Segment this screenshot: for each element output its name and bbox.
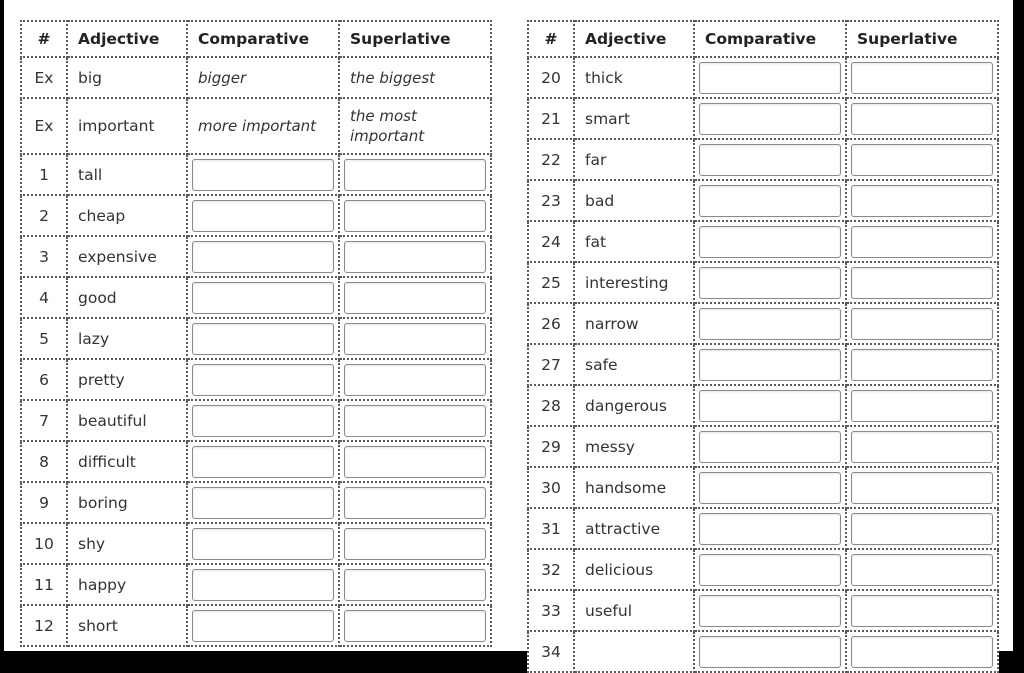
adjective-cell: beautiful xyxy=(67,400,187,441)
comparative-input[interactable] xyxy=(699,431,841,463)
worksheet xyxy=(4,0,1013,661)
exercise-row xyxy=(528,426,998,467)
superlative-input[interactable] xyxy=(344,446,486,478)
superlative-input[interactable] xyxy=(344,610,486,642)
header-comparative: Comparative xyxy=(694,21,846,57)
exercise-row xyxy=(21,605,491,646)
superlative-input[interactable] xyxy=(851,62,993,94)
superlative-input[interactable] xyxy=(851,185,993,217)
comparative-input[interactable] xyxy=(699,472,841,504)
superlative-cell xyxy=(339,441,491,482)
adjective-cell: tall xyxy=(67,154,187,195)
adjective-cell: far xyxy=(574,139,694,180)
comparative-input[interactable] xyxy=(192,528,334,560)
superlative-cell xyxy=(846,385,998,426)
adjective-cell: messy xyxy=(574,426,694,467)
row-number: 20 xyxy=(528,57,574,98)
row-number: 34 xyxy=(528,631,574,672)
exercise-row xyxy=(528,221,998,262)
row-number: 27 xyxy=(528,344,574,385)
exercise-row xyxy=(528,344,998,385)
comparative-cell xyxy=(694,344,846,385)
comparative-cell xyxy=(187,605,339,646)
superlative-cell xyxy=(339,236,491,277)
comparative-cell xyxy=(694,590,846,631)
adjective-cell: short xyxy=(67,605,187,646)
header-row xyxy=(528,21,998,57)
superlative-cell xyxy=(339,605,491,646)
exercise-row xyxy=(21,195,491,236)
superlative-cell xyxy=(339,154,491,195)
superlative-cell xyxy=(339,318,491,359)
superlative-input[interactable] xyxy=(851,554,993,586)
comparative-input[interactable] xyxy=(699,554,841,586)
superlative-cell xyxy=(339,359,491,400)
comparative-input[interactable] xyxy=(699,267,841,299)
comparative-input[interactable] xyxy=(699,185,841,217)
adjective-cell: handsome xyxy=(574,467,694,508)
superlative-input[interactable] xyxy=(344,528,486,560)
exercise-row xyxy=(528,98,998,139)
adjective-cell: big xyxy=(67,57,187,98)
exercise-row xyxy=(21,482,491,523)
example-superlative: the biggest xyxy=(339,57,491,98)
superlative-cell xyxy=(339,482,491,523)
comparative-cell xyxy=(187,359,339,400)
exercise-row xyxy=(528,57,998,98)
adjective-cell: shy xyxy=(67,523,187,564)
exercise-row xyxy=(528,631,998,672)
superlative-cell xyxy=(339,195,491,236)
adjective-cell: smart xyxy=(574,98,694,139)
adjective-cell: interesting xyxy=(574,262,694,303)
adjective-table-right xyxy=(527,20,999,673)
row-number: 29 xyxy=(528,426,574,467)
superlative-input[interactable] xyxy=(851,390,993,422)
comparative-input[interactable] xyxy=(192,323,334,355)
exercise-row xyxy=(21,154,491,195)
superlative-cell xyxy=(846,508,998,549)
exercise-row xyxy=(21,277,491,318)
comparative-cell xyxy=(187,236,339,277)
superlative-cell xyxy=(339,400,491,441)
comparative-input[interactable] xyxy=(192,159,334,191)
comparative-cell xyxy=(694,180,846,221)
adjective-cell: boring xyxy=(67,482,187,523)
comparative-cell xyxy=(187,277,339,318)
adjective-cell xyxy=(574,631,694,672)
adjective-table-left xyxy=(20,20,492,647)
exercise-row xyxy=(528,139,998,180)
comparative-input[interactable] xyxy=(192,569,334,601)
row-number: 21 xyxy=(528,98,574,139)
header-superlative: Superlative xyxy=(339,21,491,57)
comparative-cell xyxy=(187,482,339,523)
superlative-input[interactable] xyxy=(851,349,993,381)
row-number: 25 xyxy=(528,262,574,303)
adjective-cell: delicious xyxy=(574,549,694,590)
header-comparative: Comparative xyxy=(187,21,339,57)
header-number: # xyxy=(21,21,67,57)
row-number: Ex xyxy=(21,98,67,154)
exercise-row xyxy=(528,549,998,590)
comparative-input[interactable] xyxy=(699,308,841,340)
comparative-input[interactable] xyxy=(192,282,334,314)
superlative-input[interactable] xyxy=(344,200,486,232)
comparative-input[interactable] xyxy=(192,364,334,396)
superlative-cell xyxy=(846,631,998,672)
superlative-input[interactable] xyxy=(851,267,993,299)
adjective-cell: safe xyxy=(574,344,694,385)
row-number: 3 xyxy=(21,236,67,277)
comparative-cell xyxy=(694,631,846,672)
example-row xyxy=(21,98,491,154)
adjective-cell: good xyxy=(67,277,187,318)
comparative-cell xyxy=(187,400,339,441)
superlative-input[interactable] xyxy=(851,308,993,340)
adjective-cell: expensive xyxy=(67,236,187,277)
comparative-cell xyxy=(187,318,339,359)
comparative-cell xyxy=(187,195,339,236)
comparative-input[interactable] xyxy=(699,226,841,258)
adjective-cell: thick xyxy=(574,57,694,98)
superlative-input[interactable] xyxy=(851,636,993,668)
exercise-row xyxy=(21,318,491,359)
exercise-row xyxy=(528,467,998,508)
comparative-input[interactable] xyxy=(699,390,841,422)
superlative-input[interactable] xyxy=(851,431,993,463)
row-number: 6 xyxy=(21,359,67,400)
superlative-cell xyxy=(846,180,998,221)
superlative-input[interactable] xyxy=(851,226,993,258)
exercise-row xyxy=(21,359,491,400)
superlative-cell xyxy=(846,98,998,139)
comparative-cell xyxy=(694,139,846,180)
row-number: 22 xyxy=(528,139,574,180)
example-superlative: the most important xyxy=(339,98,491,154)
row-number: 28 xyxy=(528,385,574,426)
superlative-cell xyxy=(846,303,998,344)
row-number: 23 xyxy=(528,180,574,221)
adjective-cell: lazy xyxy=(67,318,187,359)
row-number: 26 xyxy=(528,303,574,344)
example-row xyxy=(21,57,491,98)
row-number: 7 xyxy=(21,400,67,441)
example-comparative: more important xyxy=(187,98,339,154)
comparative-cell xyxy=(694,57,846,98)
superlative-input[interactable] xyxy=(851,144,993,176)
comparative-cell xyxy=(187,523,339,564)
comparative-cell xyxy=(694,262,846,303)
comparative-cell xyxy=(694,221,846,262)
superlative-cell xyxy=(846,262,998,303)
superlative-input[interactable] xyxy=(851,595,993,627)
header-superlative: Superlative xyxy=(846,21,998,57)
comparative-cell xyxy=(694,303,846,344)
superlative-cell xyxy=(846,344,998,385)
row-number: Ex xyxy=(21,57,67,98)
exercise-row xyxy=(21,236,491,277)
exercise-row xyxy=(528,508,998,549)
comparative-cell xyxy=(694,98,846,139)
superlative-cell xyxy=(846,426,998,467)
superlative-input[interactable] xyxy=(344,364,486,396)
comparative-input[interactable] xyxy=(699,595,841,627)
adjective-cell: cheap xyxy=(67,195,187,236)
comparative-input[interactable] xyxy=(192,405,334,437)
comparative-input[interactable] xyxy=(699,349,841,381)
superlative-cell xyxy=(846,549,998,590)
row-number: 12 xyxy=(21,605,67,646)
comparative-input[interactable] xyxy=(699,103,841,135)
superlative-cell xyxy=(339,523,491,564)
header-row xyxy=(21,21,491,57)
comparative-cell xyxy=(187,154,339,195)
superlative-input[interactable] xyxy=(851,103,993,135)
exercise-row xyxy=(528,385,998,426)
exercise-row xyxy=(528,262,998,303)
adjective-cell: bad xyxy=(574,180,694,221)
superlative-cell xyxy=(846,57,998,98)
row-number: 4 xyxy=(21,277,67,318)
comparative-input[interactable] xyxy=(699,636,841,668)
comparative-input[interactable] xyxy=(192,610,334,642)
adjective-cell: happy xyxy=(67,564,187,605)
exercise-row xyxy=(21,523,491,564)
header-adjective: Adjective xyxy=(67,21,187,57)
adjective-cell: useful xyxy=(574,590,694,631)
comparative-input[interactable] xyxy=(192,241,334,273)
row-number: 1 xyxy=(21,154,67,195)
exercise-row xyxy=(528,590,998,631)
adjective-cell: difficult xyxy=(67,441,187,482)
row-number: 8 xyxy=(21,441,67,482)
superlative-input[interactable] xyxy=(344,241,486,273)
row-number: 2 xyxy=(21,195,67,236)
superlative-input[interactable] xyxy=(344,159,486,191)
row-number: 33 xyxy=(528,590,574,631)
superlative-input[interactable] xyxy=(344,487,486,519)
superlative-input[interactable] xyxy=(344,405,486,437)
row-number: 5 xyxy=(21,318,67,359)
comparative-input[interactable] xyxy=(699,144,841,176)
row-number: 10 xyxy=(21,523,67,564)
comparative-cell xyxy=(694,508,846,549)
comparative-input[interactable] xyxy=(192,446,334,478)
superlative-cell xyxy=(846,590,998,631)
exercise-row xyxy=(21,400,491,441)
comparative-input[interactable] xyxy=(192,200,334,232)
exercise-row xyxy=(21,564,491,605)
adjective-cell: pretty xyxy=(67,359,187,400)
superlative-input[interactable] xyxy=(344,282,486,314)
row-number: 24 xyxy=(528,221,574,262)
header-number: # xyxy=(528,21,574,57)
superlative-input[interactable] xyxy=(851,513,993,545)
comparative-cell xyxy=(694,426,846,467)
superlative-input[interactable] xyxy=(851,472,993,504)
comparative-input[interactable] xyxy=(699,513,841,545)
comparative-input[interactable] xyxy=(699,62,841,94)
adjective-cell: important xyxy=(67,98,187,154)
comparative-cell xyxy=(694,467,846,508)
superlative-input[interactable] xyxy=(344,323,486,355)
comparative-cell xyxy=(187,441,339,482)
example-comparative: bigger xyxy=(187,57,339,98)
row-number: 31 xyxy=(528,508,574,549)
exercise-row xyxy=(528,180,998,221)
superlative-cell xyxy=(846,139,998,180)
row-number: 30 xyxy=(528,467,574,508)
superlative-cell xyxy=(846,221,998,262)
exercise-row xyxy=(528,303,998,344)
comparative-input[interactable] xyxy=(192,487,334,519)
row-number: 9 xyxy=(21,482,67,523)
superlative-cell xyxy=(846,467,998,508)
superlative-cell xyxy=(339,564,491,605)
adjective-cell: attractive xyxy=(574,508,694,549)
adjective-cell: fat xyxy=(574,221,694,262)
row-number: 32 xyxy=(528,549,574,590)
header-adjective: Adjective xyxy=(574,21,694,57)
comparative-cell xyxy=(694,385,846,426)
adjective-cell: dangerous xyxy=(574,385,694,426)
comparative-cell xyxy=(187,564,339,605)
adjective-cell: narrow xyxy=(574,303,694,344)
row-number: 11 xyxy=(21,564,67,605)
comparative-cell xyxy=(694,549,846,590)
superlative-input[interactable] xyxy=(344,569,486,601)
superlative-cell xyxy=(339,277,491,318)
exercise-row xyxy=(21,441,491,482)
